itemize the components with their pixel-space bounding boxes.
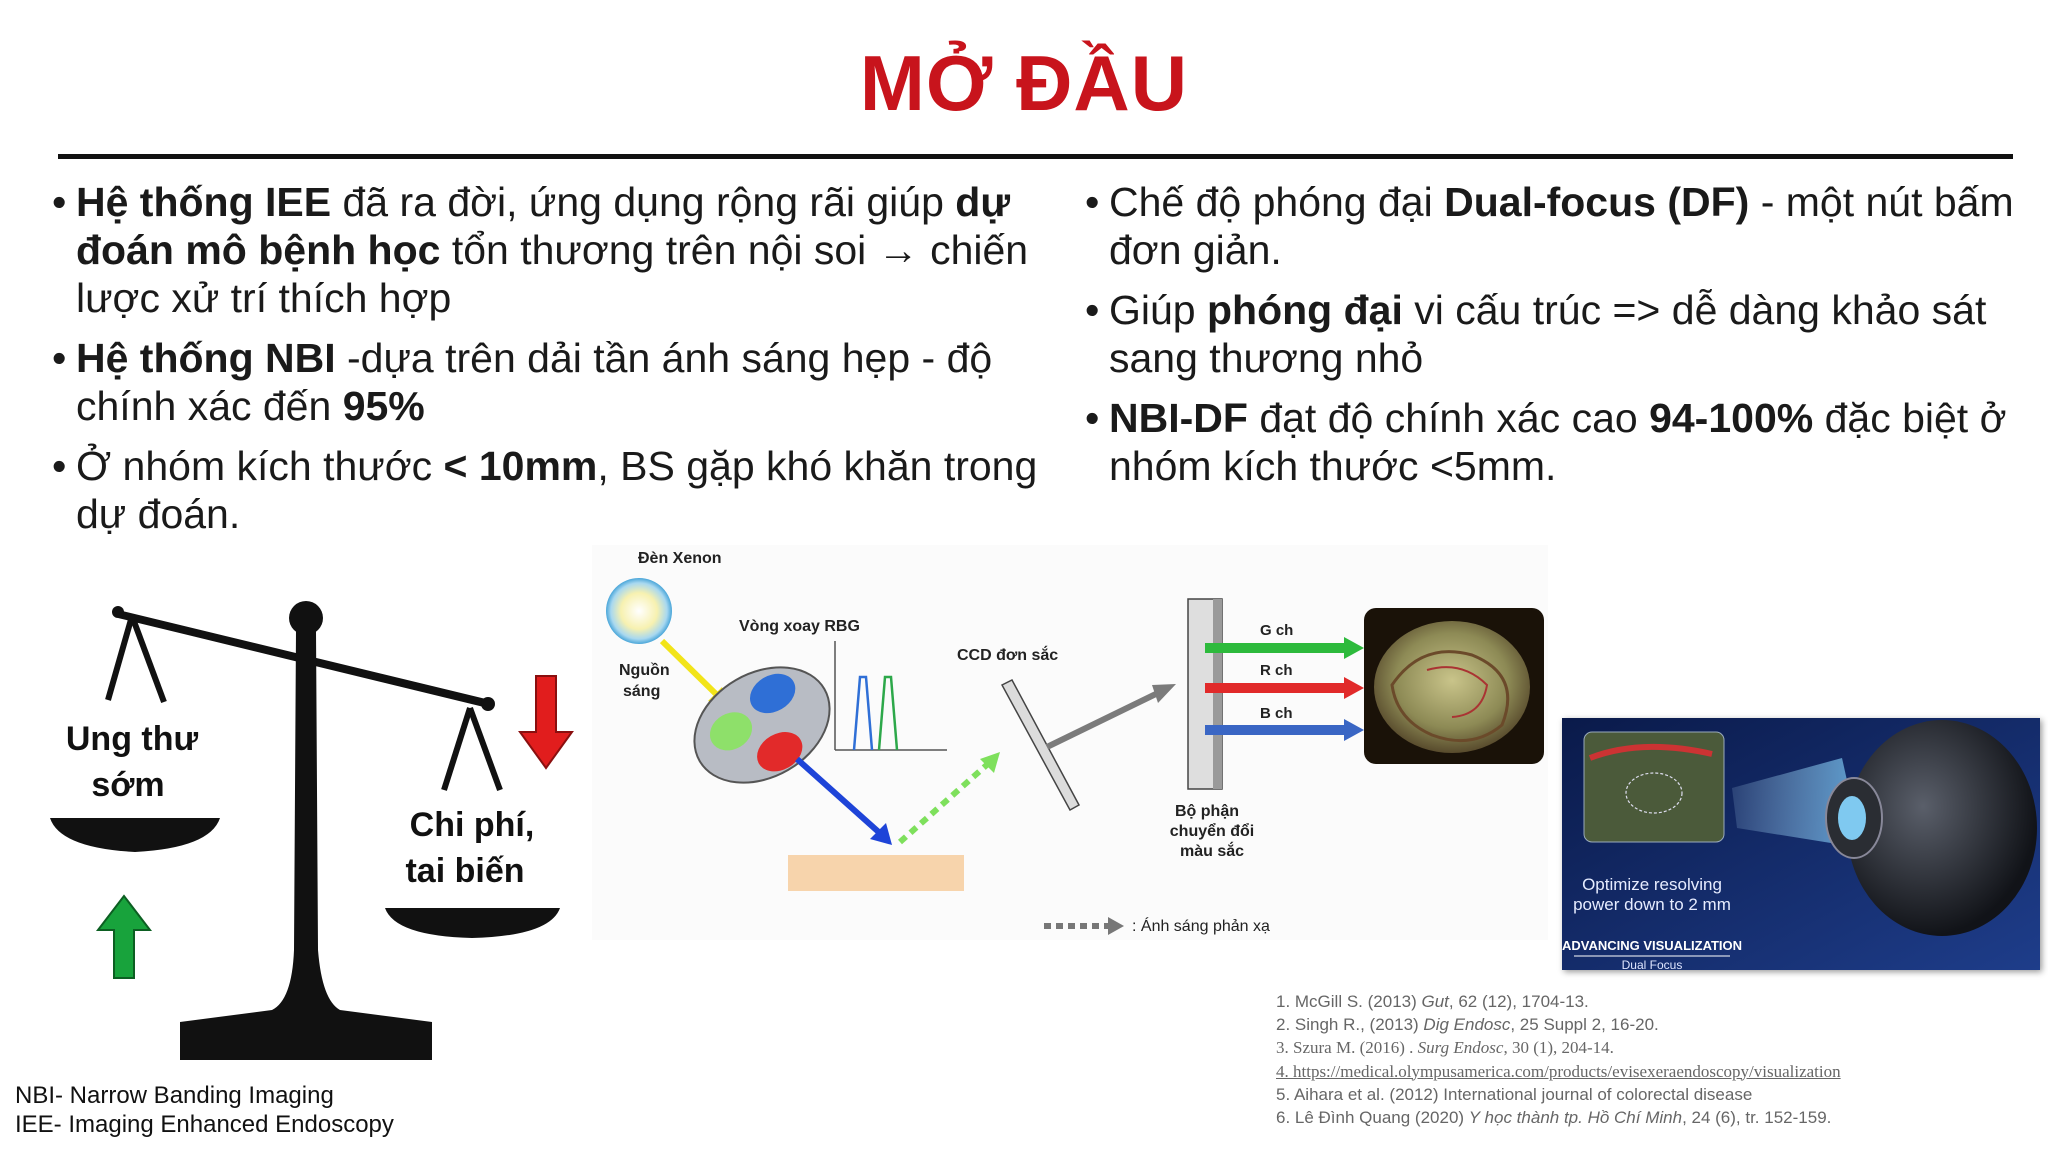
label-cost-2: tai biến bbox=[405, 852, 525, 890]
bullet-dot-icon: • bbox=[1085, 395, 1100, 441]
reference-text: 6. Lê Đình Quang (2020) bbox=[1276, 1108, 1469, 1128]
reference-item bbox=[1276, 1036, 1841, 1059]
reference-journal: Dig Endosc bbox=[1423, 1015, 1511, 1035]
light-source-label-1: Nguồn bbox=[619, 662, 670, 679]
reference-detail: , 62 (12), 1704-13. bbox=[1448, 992, 1589, 1011]
tissue-block bbox=[788, 855, 964, 891]
bullet-text-segment: đã ra đời, ứng dụng rộng rãi giúp bbox=[331, 179, 956, 225]
abbreviation-nbi: NBI- Narrow Banding Imaging bbox=[15, 1082, 334, 1109]
right-bullet-2 bbox=[1085, 286, 2015, 382]
converter-label-1: Bộ phận bbox=[1175, 803, 1239, 820]
bullet-dot-icon: • bbox=[1085, 179, 1100, 225]
dual-focus-product-image bbox=[1562, 718, 2040, 970]
reference-journal: Y học thành tp. Hồ Chí Minh bbox=[1468, 1108, 1683, 1128]
bullet-dot-icon: • bbox=[52, 335, 67, 381]
reference-item[interactable] bbox=[1276, 1060, 1841, 1083]
bullet-text-segment: Hệ thống NBI bbox=[76, 335, 336, 381]
reference-journal: Gut bbox=[1421, 992, 1449, 1011]
ccd-label: CCD đơn sắc bbox=[957, 647, 1059, 664]
right-bullet-3 bbox=[1085, 394, 2015, 490]
bullet-text-segment: đạt độ chính xác cao bbox=[1247, 395, 1650, 441]
bullet-text-segment: NBI-DF bbox=[1109, 395, 1248, 441]
converter-label-3: màu sắc bbox=[1179, 843, 1245, 860]
right-bullet-1 bbox=[1085, 178, 2015, 274]
b-channel-label: B ch bbox=[1260, 705, 1293, 722]
bullet-text-segment: -dựa trên dải tần ánh sáng hẹp - độ chính xác đến bbox=[76, 335, 993, 429]
reference-detail: , 25 Suppl 2, 16-20. bbox=[1510, 1015, 1659, 1035]
g-channel-label: G ch bbox=[1260, 622, 1294, 639]
label-early-cancer-2: sớm bbox=[91, 766, 165, 804]
label-early-cancer-1: Ung thư bbox=[65, 720, 199, 758]
bullet-text-segment: vi cấu trúc => dễ dàng khảo sát sang thương nhỏ bbox=[1109, 287, 1987, 381]
left-bullet-1 bbox=[52, 178, 1052, 322]
down-arrow-icon bbox=[520, 676, 572, 768]
abbreviation-iee: IEE- Imaging Enhanced Endoscopy bbox=[15, 1111, 394, 1138]
left-bullet-3 bbox=[52, 442, 1052, 538]
reference-text: 3. Szura M. (2016) . bbox=[1276, 1038, 1418, 1058]
balance-scale-illustration bbox=[40, 590, 580, 1070]
bullet-text-segment: đặc biệt ở nhóm kích thước <5mm. bbox=[1109, 395, 2007, 489]
reference-detail: , 30 (1), 204-14. bbox=[1503, 1038, 1614, 1058]
left-bullet-list bbox=[52, 178, 1052, 550]
reference-text: 5. Aihara et al. (2012) International journal of colorectal disease bbox=[1276, 1084, 1753, 1104]
reference-item bbox=[1276, 990, 1841, 1013]
bullet-text-segment: - một nút bấm đơn giản. bbox=[1109, 179, 2014, 273]
reference-text: 2. Singh R., (2013) bbox=[1276, 1015, 1424, 1035]
rgb-wheel-label: Vòng xoay RBG bbox=[739, 618, 860, 635]
bullet-text-segment: Chế độ phóng đại bbox=[1109, 179, 1445, 225]
slide-title: MỞ ĐẦU bbox=[859, 39, 1189, 127]
bullet-text-segment: , BS gặp khó khăn trong dự đoán. bbox=[76, 443, 1038, 537]
reference-journal: Surg Endosc bbox=[1417, 1038, 1504, 1058]
bullet-text-segment: Giúp bbox=[1109, 287, 1207, 333]
bullet-text-segment: 95% bbox=[342, 383, 425, 429]
bullet-dot-icon: • bbox=[52, 443, 67, 489]
bullet-text-segment: dự đoán mô bệnh học bbox=[76, 179, 1011, 273]
bullet-dot-icon: • bbox=[52, 179, 67, 225]
xenon-lamp-icon bbox=[606, 578, 672, 644]
light-source-label-2: sáng bbox=[623, 683, 661, 700]
bullet-text-segment: Hệ thống IEE bbox=[76, 179, 332, 225]
bullet-text-segment: tổn thương trên nội soi → chiến lược xử trí thích hợp bbox=[76, 227, 1029, 321]
up-arrow-icon bbox=[98, 896, 150, 978]
nbi-mechanism-diagram bbox=[592, 545, 1548, 940]
reference-text: 4. https://medical.olympusamerica.com/products/evisexeraendoscopy/visualization bbox=[1276, 1061, 1841, 1081]
reflected-light-legend: : Ánh sáng phản xạ bbox=[1132, 918, 1270, 935]
reference-text: 1. McGill S. (2013) bbox=[1276, 992, 1422, 1011]
title-divider bbox=[58, 154, 2013, 159]
df-caption-4: Dual Focus bbox=[1621, 958, 1683, 970]
right-bullet-list bbox=[1085, 178, 2015, 502]
left-bullet-2 bbox=[52, 334, 1052, 430]
bullet-text-segment: phóng đại bbox=[1207, 287, 1403, 333]
reference-item bbox=[1276, 1106, 1841, 1129]
endoscopy-polyp-image bbox=[1364, 608, 1544, 764]
reference-item bbox=[1276, 1013, 1841, 1036]
df-caption-3: ADVANCING VISUALIZATION bbox=[1562, 938, 1743, 953]
reference-list bbox=[1276, 990, 1841, 1129]
xenon-lamp-label: Đèn Xenon bbox=[638, 550, 722, 567]
bullet-dot-icon: • bbox=[1085, 287, 1100, 333]
r-channel-label: R ch bbox=[1260, 662, 1293, 679]
bullet-text-segment: < 10mm bbox=[443, 443, 598, 489]
bullet-text-segment: 94-100% bbox=[1649, 395, 1814, 441]
converter-label-2: chuyển đổi bbox=[1169, 823, 1255, 840]
reference-item bbox=[1276, 1083, 1841, 1106]
df-caption-2: power down to 2 mm bbox=[1573, 895, 1731, 914]
bullet-text-segment: Ở nhóm kích thước bbox=[76, 443, 444, 489]
bullet-text-segment: Dual-focus (DF) bbox=[1444, 179, 1750, 225]
df-caption-1: Optimize resolving bbox=[1582, 875, 1722, 894]
label-cost-1: Chi phí, bbox=[409, 806, 535, 844]
reference-detail: , 24 (6), tr. 152-159. bbox=[1682, 1108, 1832, 1128]
